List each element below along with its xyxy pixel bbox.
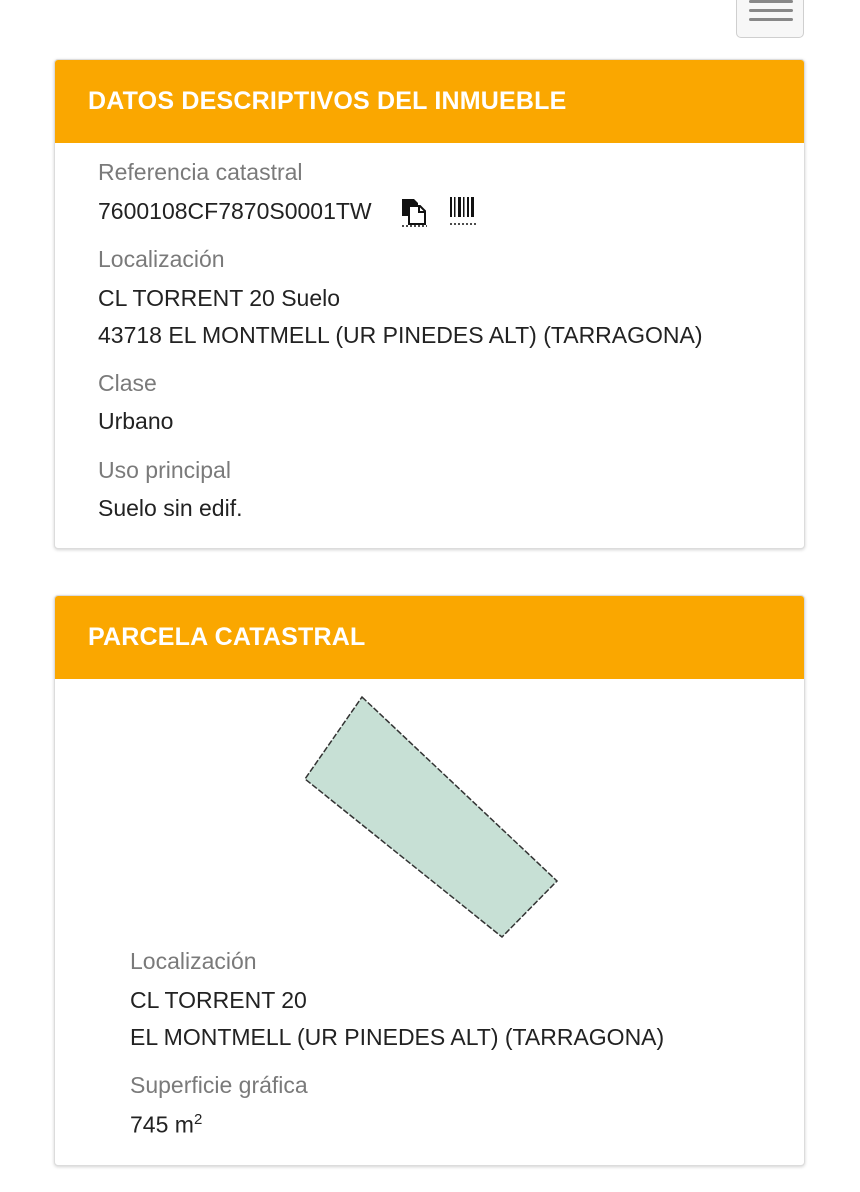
graphic-surface-number: 745 m [130,1111,194,1138]
hamburger-menu-icon-bar [749,18,793,21]
cadastral-reference-value[interactable]: 7600108CF7870S0001TW [98,198,372,224]
location-label: Localización [98,246,225,272]
cadastral-parcel-title: PARCELA CATASTRAL [55,596,804,679]
main-use-label: Uso principal [98,457,231,483]
barcode-icon[interactable] [448,195,478,227]
hamburger-menu-icon-bar [749,9,793,12]
descriptive-data-card [54,59,805,549]
main-use-value: Suelo sin edif. [98,495,243,521]
parcel-map[interactable] [303,694,559,940]
graphic-surface-value [130,1111,202,1139]
location-line-1: CL TORRENT 20 Suelo [98,285,341,311]
descriptive-data-title: DATOS DESCRIPTIVOS DEL INMUEBLE [55,60,804,143]
menu-button[interactable] [736,0,804,38]
graphic-surface-label: Superficie gráfica [130,1072,308,1098]
parcel-location-label: Localización [130,948,257,974]
parcel-location-line-1: CL TORRENT 20 [130,987,307,1013]
parcel-location-line-2: EL MONTMELL (UR PINEDES ALT) (TARRAGONA) [130,1024,665,1050]
surface-unit-exponent: 2 [193,1111,203,1128]
location-line-2: 43718 EL MONTMELL (UR PINEDES ALT) (TARRAGONA) [98,322,703,348]
cadastral-parcel-card [54,595,805,1166]
hamburger-menu-icon [749,0,793,3]
cadastral-reference-label: Referencia catastral [98,159,303,185]
class-label: Clase [98,370,157,396]
class-value: Urbano [98,408,174,434]
parcel-shape [305,697,557,937]
copy-icon[interactable] [400,197,427,227]
